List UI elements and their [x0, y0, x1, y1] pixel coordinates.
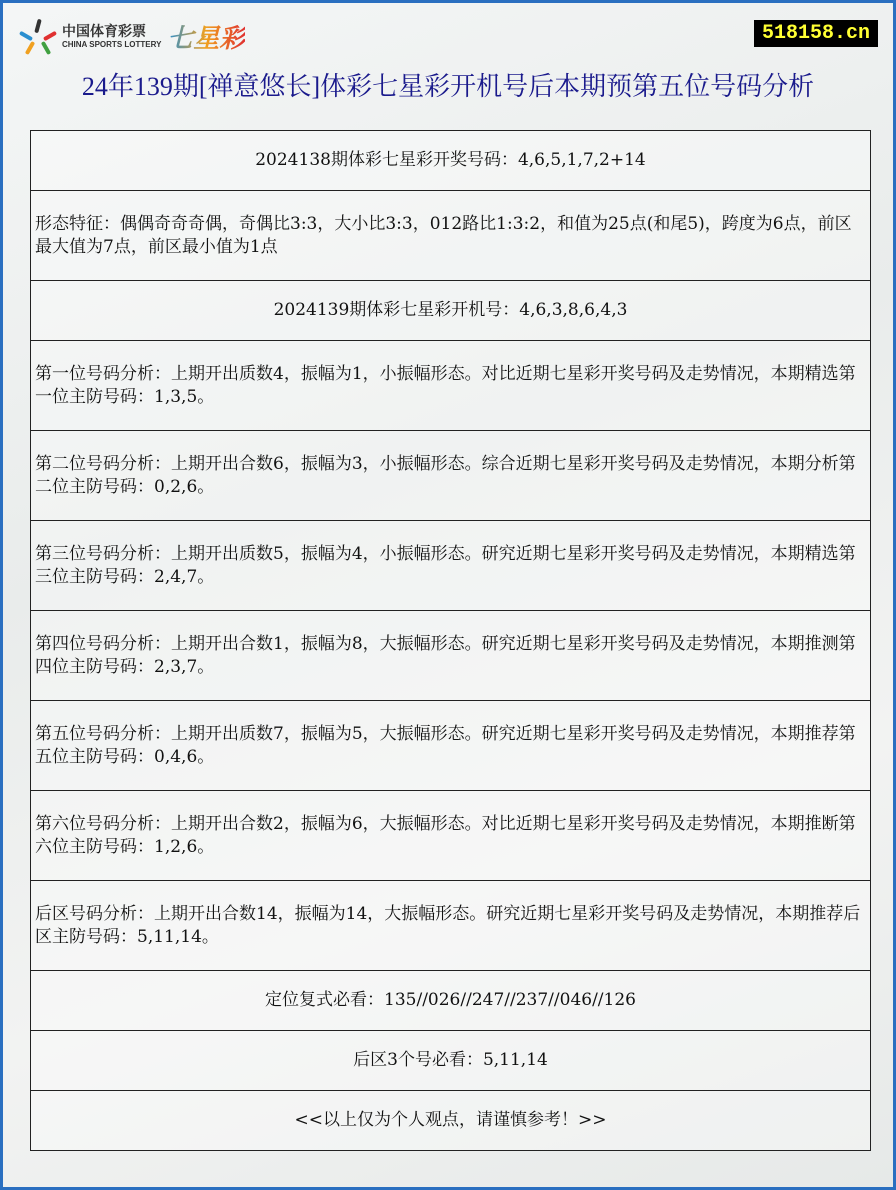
table-row [31, 191, 871, 281]
row-text: 第六位号码分析：上期开出合数2，振幅为6，大振幅形态。对比近期七星彩开奖号码及走势情况，本期推断第六位主防号码：1,2,6。 [31, 791, 871, 881]
lottery-logo-icon [20, 19, 56, 55]
table-row [31, 611, 871, 701]
table-row [31, 281, 871, 341]
row-text: 第一位号码分析：上期开出质数4，振幅为1，小振幅形态。对比近期七星彩开奖号码及走势情况，本期精选第一位主防号码：1,3,5。 [31, 341, 871, 431]
table-row [31, 521, 871, 611]
logo-cn-text: 中国体育彩票 [62, 24, 146, 40]
row-text: 后区号码分析：上期开出合数14，振幅为14，大振幅形态。研究近期七星彩开奖号码及走势情况，本期推荐后区主防号码：5,11,14。 [31, 881, 871, 971]
table-row [31, 131, 871, 191]
analysis-table [30, 130, 871, 1151]
table-row [31, 341, 871, 431]
table-row [31, 791, 871, 881]
row-text: <<以上仅为个人观点，请谨慎参考！>> [31, 1091, 871, 1151]
table-row [31, 1091, 871, 1151]
page-title: 24年139期[禅意悠长]体彩七星彩开机号后本期预第五位号码分析 [81, 72, 815, 101]
table-row [31, 971, 871, 1031]
china-sports-lottery-logo [20, 18, 245, 55]
row-text: 第三位号码分析：上期开出质数5，振幅为4，小振幅形态。研究近期七星彩开奖号码及走势情况，本期精选第三位主防号码：2,4,7。 [31, 521, 871, 611]
table-row [31, 431, 871, 521]
row-text: 定位复式必看：135//026//247//237//046//126 [31, 971, 871, 1031]
game-logo-text: 七星彩 [167, 18, 245, 55]
row-text: 形态特征：偶偶奇奇奇偶，奇偶比3:3，大小比3:3，012路比1:3:2，和值为25点(和尾5)，跨度为6点，前区最大值为7点，前区最小值为1点 [31, 191, 871, 281]
site-badge[interactable]: 518158.cn [754, 20, 878, 47]
row-text: 2024139期体彩七星彩开机号：4,6,3,8,6,4,3 [31, 281, 871, 341]
row-text: 2024138期体彩七星彩开奖号码：4,6,5,1,7,2+14 [31, 131, 871, 191]
row-text: 第五位号码分析：上期开出质数7，振幅为5，大振幅形态。研究近期七星彩开奖号码及走势情况，本期推荐第五位主防号码：0,4,6。 [31, 701, 871, 791]
table-row [31, 701, 871, 791]
logo-en-text: CHINA SPORTS LOTTERY [62, 40, 162, 49]
row-text: 第四位号码分析：上期开出合数1，振幅为8，大振幅形态。研究近期七星彩开奖号码及走势情况，本期推测第四位主防号码：2,3,7。 [31, 611, 871, 701]
table-row [31, 881, 871, 971]
row-text: 第二位号码分析：上期开出合数6，振幅为3，小振幅形态。综合近期七星彩开奖号码及走势情况，本期分析第二位主防号码：0,2,6。 [31, 431, 871, 521]
table-row [31, 1031, 871, 1091]
row-text: 后区3个号必看：5,11,14 [31, 1031, 871, 1091]
